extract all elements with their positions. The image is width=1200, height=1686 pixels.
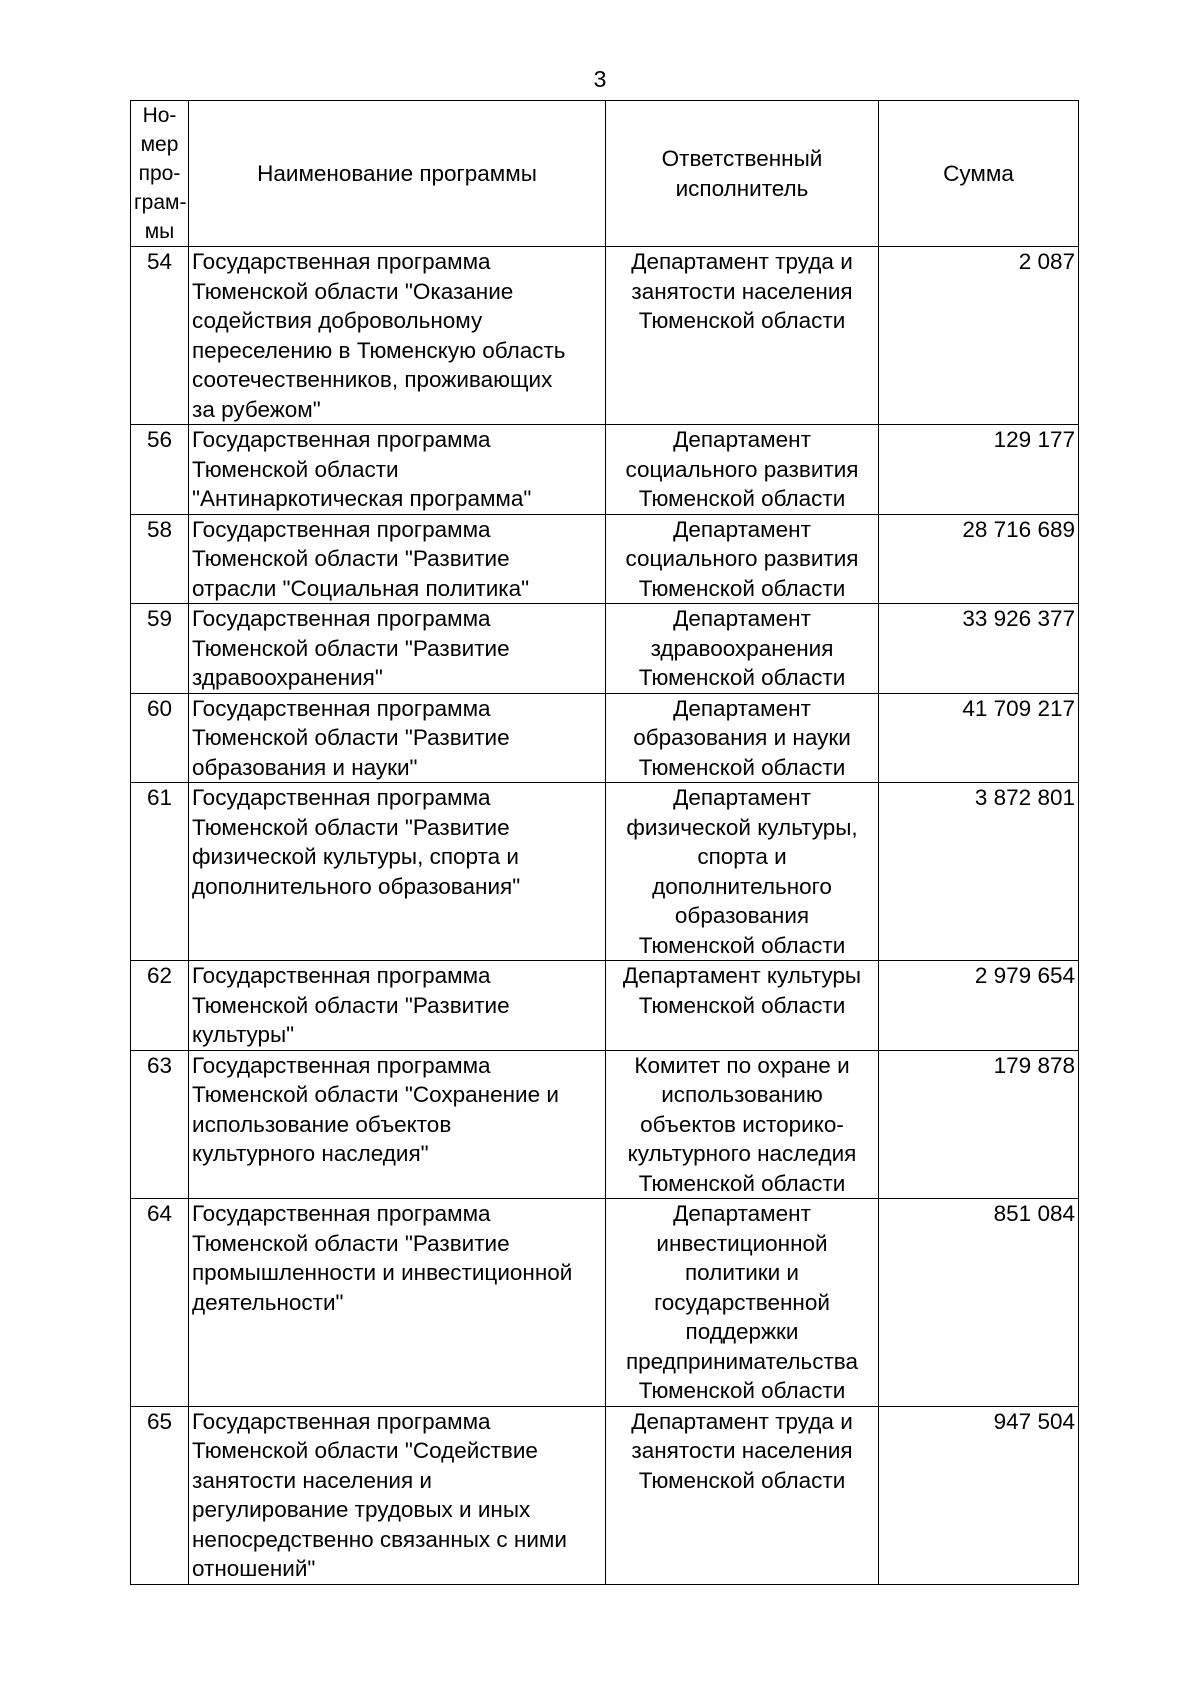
program-name: Государственная программа Тюменской области "Развитие промышленности и инвестиционной деятельности" (189, 1199, 606, 1407)
program-number: 59 (131, 604, 189, 694)
program-number: 60 (131, 693, 189, 783)
header-program-number: Но- мер про- грам- мы (131, 101, 189, 247)
header-executor: Ответственный исполнитель (606, 101, 879, 247)
program-sum: 28 716 689 (879, 514, 1079, 604)
program-sum: 41 709 217 (879, 693, 1079, 783)
table-row (131, 783, 1079, 961)
program-sum: 179 878 (879, 1050, 1079, 1199)
table-row (131, 1199, 1079, 1407)
program-number: 63 (131, 1050, 189, 1199)
table-row (131, 604, 1079, 694)
program-number: 62 (131, 961, 189, 1051)
program-executor: Департамент труда и занятости населения Тюменской области (606, 1406, 879, 1584)
program-sum: 2 087 (879, 247, 1079, 425)
program-number: 58 (131, 514, 189, 604)
program-executor: Департамент труда и занятости населения Тюменской области (606, 247, 879, 425)
table-row (131, 693, 1079, 783)
program-number: 61 (131, 783, 189, 961)
program-sum: 2 979 654 (879, 961, 1079, 1051)
page-number: 3 (593, 66, 607, 92)
program-sum: 3 872 801 (879, 783, 1079, 961)
program-number: 64 (131, 1199, 189, 1407)
program-executor: Департамент здравоохранения Тюменской области (606, 604, 879, 694)
program-name: Государственная программа Тюменской области "Содействие занятости населения и регулирование трудовых и иных непосредственно связанных с ними отношений" (189, 1406, 606, 1584)
program-name: Государственная программа Тюменской области "Антинаркотическая программа" (189, 425, 606, 515)
table-row (131, 1406, 1079, 1584)
program-executor: Департамент социального развития Тюменской области (606, 514, 879, 604)
program-sum: 33 926 377 (879, 604, 1079, 694)
program-sum: 947 504 (879, 1406, 1079, 1584)
program-executor: Департамент физической культуры, спорта и дополнительного образования Тюменской области (606, 783, 879, 961)
program-executor: Комитет по охране и использованию объектов историко- культурного наследия Тюменской области (606, 1050, 879, 1199)
program-executor: Департамент социального развития Тюменской области (606, 425, 879, 515)
table-row (131, 961, 1079, 1051)
program-name: Государственная программа Тюменской области "Развитие культуры" (189, 961, 606, 1051)
program-name: Государственная программа Тюменской области "Развитие отрасли "Социальная политика" (189, 514, 606, 604)
program-name: Государственная программа Тюменской области "Оказание содействия добровольному переселению в Тюменскую область соотечественников, проживающих за рубежом" (189, 247, 606, 425)
table-row (131, 514, 1079, 604)
program-executor: Департамент образования и науки Тюменской области (606, 693, 879, 783)
program-sum: 851 084 (879, 1199, 1079, 1407)
program-sum: 129 177 (879, 425, 1079, 515)
program-executor: Департамент культуры Тюменской области (606, 961, 879, 1051)
header-sum: Сумма (879, 101, 1079, 247)
program-name: Государственная программа Тюменской области "Развитие здравоохранения" (189, 604, 606, 694)
program-name: Государственная программа Тюменской области "Развитие физической культуры, спорта и дополнительного образования" (189, 783, 606, 961)
programs-table (130, 100, 1079, 1585)
program-executor: Департамент инвестиционной политики и государственной поддержки предпринимательства Тюменской области (606, 1199, 879, 1407)
table-row (131, 1050, 1079, 1199)
table-row (131, 247, 1079, 425)
program-number: 56 (131, 425, 189, 515)
program-name: Государственная программа Тюменской области "Развитие образования и науки" (189, 693, 606, 783)
program-name: Государственная программа Тюменской области "Сохранение и использование объектов культурного наследия" (189, 1050, 606, 1199)
program-number: 54 (131, 247, 189, 425)
table-row (131, 425, 1079, 515)
program-number: 65 (131, 1406, 189, 1584)
header-row (131, 101, 1079, 247)
header-program-name: Наименование программы (189, 101, 606, 247)
